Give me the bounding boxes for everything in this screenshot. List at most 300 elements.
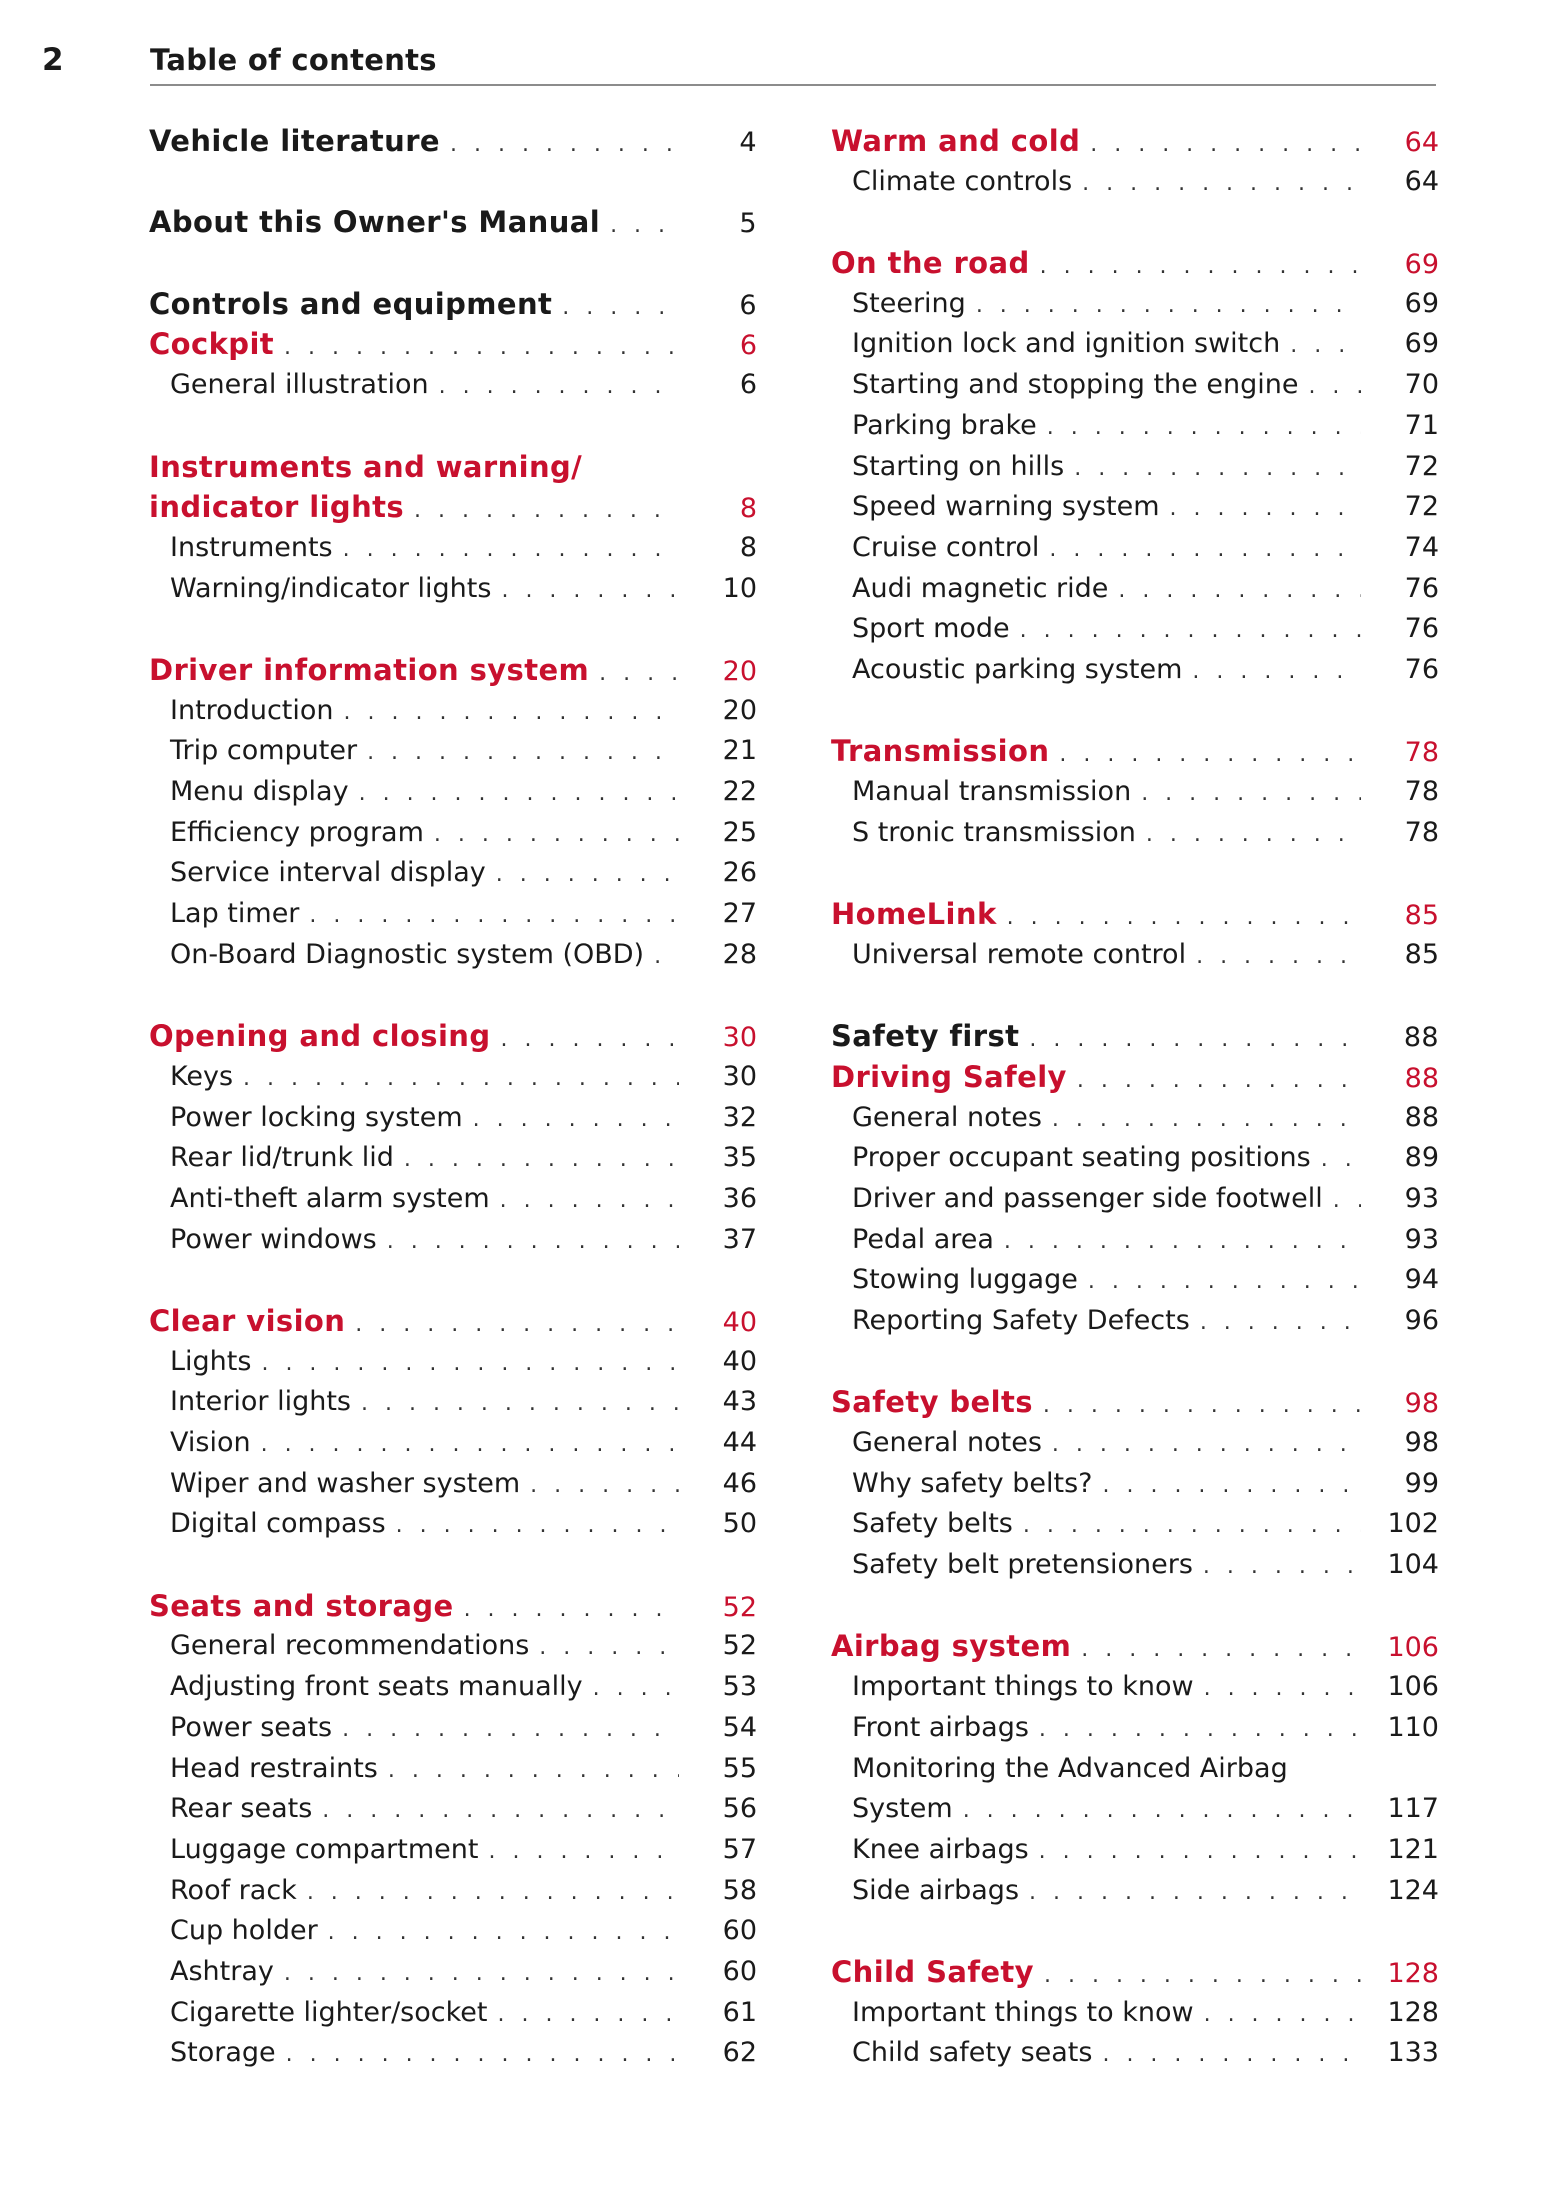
toc-entry-universal-remote-control[interactable]	[831, 935, 1439, 976]
toc-entry-page: 121	[1387, 1833, 1439, 1865]
toc-entry-title: Important things to know	[852, 1671, 1194, 1703]
toc-entry-page: 98	[1404, 1427, 1439, 1458]
toc-entry-driver-and-passenger-side-footwell[interactable]	[831, 1179, 1439, 1220]
toc-entry-page: 53	[722, 1671, 757, 1703]
toc-entry-title: Lights	[170, 1345, 252, 1377]
toc-entry-page: 124	[1387, 1874, 1439, 1906]
toc-entry-lap-timer[interactable]	[149, 894, 757, 935]
toc-entry-title: Efficiency program	[170, 816, 424, 848]
toc-entry-child-safety[interactable]	[831, 1952, 1439, 1993]
toc-entry-warm-and-cold[interactable]	[831, 121, 1439, 162]
toc-entry-title: Cruise control	[852, 531, 1040, 563]
toc-entry-title: Seats and storage	[149, 1588, 454, 1623]
toc-entry-sport-mode[interactable]	[831, 609, 1439, 650]
toc-entry-title: Lap timer	[170, 898, 300, 930]
toc-entry-trip-computer[interactable]	[149, 731, 757, 772]
dot-leader	[500, 1181, 679, 1222]
toc-entry-title: Pedal area	[852, 1223, 994, 1255]
toc-entry-title: General notes	[852, 1101, 1042, 1133]
dot-leader	[414, 491, 679, 532]
dot-leader	[450, 125, 679, 166]
toc-entry-page: 10	[722, 572, 757, 604]
toc-entry-important-things-to-know[interactable]	[831, 1993, 1439, 2034]
toc-entry-wiper-and-washer-system[interactable]	[149, 1464, 757, 1505]
dot-leader	[464, 1590, 679, 1631]
dot-leader	[367, 733, 679, 774]
toc-entry-acoustic-parking-system[interactable]	[831, 650, 1439, 691]
toc-entry-title: Stowing luggage	[852, 1264, 1078, 1296]
toc-entry-title: Safety belts	[831, 1385, 1033, 1420]
toc-entry-clear-vision[interactable]	[149, 1301, 757, 1342]
toc-entry-title: Vehicle literature	[149, 124, 440, 158]
toc-entry-parking-brake[interactable]	[831, 406, 1439, 447]
toc-entry-page: 35	[722, 1142, 757, 1174]
toc-entry-safety-belts[interactable]	[831, 1504, 1439, 1545]
dot-leader	[359, 774, 679, 815]
toc-entry-head-restraints[interactable]	[149, 1749, 757, 1790]
toc-entry-title: Power locking system	[170, 1101, 463, 1133]
dot-leader	[1088, 1262, 1361, 1303]
toc-entry-title: Monitoring the Advanced Airbag	[852, 1752, 1288, 1784]
dot-leader	[261, 1425, 679, 1466]
toc-entry-title: Parking brake	[852, 409, 1037, 441]
toc-entry-page: 6	[739, 369, 757, 401]
header-divider	[150, 84, 1436, 86]
toc-entry-safety-first[interactable]	[831, 1016, 1439, 1057]
toc-entry-page: 78	[1404, 737, 1439, 769]
toc-entry-menu-display[interactable]	[149, 772, 757, 813]
toc-entry-system[interactable]	[831, 1789, 1439, 1830]
toc-entry-page: 88	[1404, 1062, 1439, 1094]
dot-leader	[1204, 1995, 1361, 2036]
toc-entry-adjusting-front-seats-manually[interactable]	[149, 1667, 757, 1708]
toc-entry-title: Digital compass	[170, 1508, 386, 1540]
dot-leader	[501, 1020, 680, 1061]
toc-entry-page: 28	[722, 938, 757, 970]
toc-entry-ignition-lock-and-ignition-switch[interactable]	[831, 324, 1439, 365]
dot-leader	[1146, 815, 1361, 856]
toc-entry-title: Important things to know	[852, 1996, 1194, 2028]
toc-entry-title: Safety belt pretensioners	[852, 1549, 1193, 1581]
toc-entry-warning-indicator-lights[interactable]	[149, 569, 757, 610]
toc-entry-controls-and-equipment[interactable]	[149, 284, 757, 325]
toc-entry-title: Storage	[170, 2037, 276, 2069]
toc-entry-opening-and-closing[interactable]	[149, 1016, 757, 1057]
dot-leader	[261, 1344, 679, 1385]
toc-entry-page: 102	[1387, 1508, 1439, 1540]
dot-leader	[1029, 1873, 1361, 1914]
toc-entry-rear-lid-trunk-lid[interactable]	[149, 1138, 757, 1179]
toc-entry-page: 128	[1387, 1996, 1439, 2028]
toc-entry-steering[interactable]	[831, 284, 1439, 325]
dot-leader	[1082, 164, 1361, 205]
dot-leader	[286, 2035, 679, 2076]
dot-leader	[1203, 1547, 1361, 1588]
toc-entry-title: Knee airbags	[852, 1833, 1029, 1865]
toc-entry-title: Introduction	[170, 694, 334, 726]
toc-entry-page: 72	[1404, 450, 1439, 482]
toc-entry-page: 78	[1404, 776, 1439, 807]
dot-leader	[284, 1954, 679, 1995]
toc-entry-title: Warning/indicator lights	[170, 572, 492, 604]
toc-entry-title: Steering	[852, 287, 966, 319]
toc-entry-title: Child Safety	[831, 1954, 1034, 1989]
dot-leader	[342, 1710, 679, 1751]
toc-entry-title: Driver and passenger side footwell	[852, 1182, 1323, 1214]
toc-entry-cigarette-lighter-socket[interactable]	[149, 1993, 757, 2034]
toc-entry-page: 40	[722, 1345, 757, 1377]
toc-entry-page: 78	[1404, 816, 1439, 848]
dot-leader	[562, 288, 679, 329]
toc-entry-page: 6	[739, 289, 757, 321]
toc-entry-on-board-diagnostic-system-obd[interactable]	[149, 935, 757, 976]
toc-entry-general-notes[interactable]	[831, 1423, 1439, 1464]
toc-entry-title: Safety belts	[852, 1508, 1013, 1540]
dot-leader	[1023, 1506, 1361, 1547]
toc-entry-page: 62	[722, 2037, 757, 2069]
toc-entry-page: 93	[1404, 1182, 1439, 1214]
toc-entry-title: Instruments and warning/	[149, 449, 583, 484]
toc-entry-introduction[interactable]	[149, 691, 757, 732]
toc-entry-lights[interactable]	[149, 1342, 757, 1383]
toc-entry-page: 99	[1404, 1467, 1439, 1499]
toc-entry-page: 50	[722, 1508, 757, 1540]
dot-leader	[1308, 367, 1361, 408]
page-header	[0, 0, 1557, 90]
toc-entry-page: 106	[1387, 1632, 1439, 1664]
toc-entry-title: Instruments	[170, 531, 333, 563]
toc-entry-general-illustration[interactable]	[149, 365, 757, 406]
toc-entry-title: Menu display	[170, 776, 349, 807]
toc-entry-page: 69	[1404, 287, 1439, 319]
toc-entry-safety-belts[interactable]	[831, 1382, 1439, 1423]
toc-entry-title: Manual transmission	[852, 776, 1132, 807]
dot-leader	[1052, 1100, 1361, 1141]
toc-entry-page: 26	[722, 857, 757, 889]
toc-entry-title: Opening and closing	[149, 1019, 491, 1054]
toc-entry-page: 4	[739, 127, 757, 158]
toc-entry-audi-magnetic-ride[interactable]	[831, 569, 1439, 610]
toc-entry-page: 98	[1404, 1388, 1439, 1420]
toc-entry-starting-on-hills[interactable]	[831, 447, 1439, 488]
toc-entry-page: 70	[1404, 369, 1439, 401]
toc-entry-title: Interior lights	[170, 1386, 351, 1418]
dot-leader	[530, 1466, 679, 1507]
toc-entry-page: 64	[1404, 127, 1439, 158]
toc-entry-title: Airbag system	[831, 1629, 1072, 1664]
toc-entry-title: General recommendations	[170, 1630, 530, 1662]
toc-entry-page: 20	[722, 655, 757, 687]
toc-entry-power-seats[interactable]	[149, 1708, 757, 1749]
toc-entry-page: 30	[722, 1060, 757, 1092]
dot-leader	[496, 855, 679, 896]
toc-entry-page: 76	[1404, 653, 1439, 685]
dot-leader	[599, 654, 679, 695]
dot-leader	[361, 1384, 679, 1425]
toc-entry-page: 20	[722, 694, 757, 726]
toc-entry-important-things-to-know[interactable]	[831, 1667, 1439, 1708]
toc-entry-title: Starting and stopping the engine	[852, 369, 1299, 401]
toc-entry-s-tronic-transmission[interactable]	[831, 813, 1439, 854]
toc-entry-title: Controls and equipment	[149, 286, 553, 321]
toc-entry-page: 54	[722, 1711, 757, 1743]
toc-entry-vision[interactable]	[149, 1423, 757, 1464]
toc-entry-page: 44	[722, 1427, 757, 1458]
toc-entry-pedal-area[interactable]	[831, 1220, 1439, 1261]
toc-entry-title: Front airbags	[852, 1711, 1029, 1743]
dot-leader	[284, 328, 679, 369]
toc-entry-page: 96	[1404, 1304, 1439, 1336]
toc-entry-homelink[interactable]	[831, 894, 1439, 935]
toc-entry-page: 106	[1387, 1671, 1439, 1703]
page-number: 2	[42, 42, 64, 78]
toc-entry-front-airbags[interactable]	[831, 1708, 1439, 1749]
toc-entry-luggage-compartment[interactable]	[149, 1830, 757, 1871]
toc-entry-page: 52	[722, 1630, 757, 1662]
toc-entry-page: 104	[1387, 1549, 1439, 1581]
toc-entry-child-safety-seats[interactable]	[831, 2033, 1439, 2074]
toc-entry-page: 61	[722, 1996, 757, 2028]
toc-entry-page: 64	[1404, 165, 1439, 197]
dot-leader	[1141, 774, 1361, 815]
toc-entry-page: 27	[722, 898, 757, 930]
toc-entry-why-safety-belts[interactable]	[831, 1464, 1439, 1505]
dot-leader	[1333, 1181, 1361, 1222]
toc-entry-title: Driving Safely	[831, 1059, 1067, 1094]
dot-leader	[404, 1140, 679, 1181]
toc-entry-title: Transmission	[831, 734, 1050, 769]
dot-leader	[434, 815, 679, 856]
toc-entry-digital-compass[interactable]	[149, 1504, 757, 1545]
toc-entry-page: 128	[1387, 1957, 1439, 1989]
dot-leader	[1074, 449, 1361, 490]
dot-leader	[1204, 1669, 1361, 1710]
toc-entry-power-locking-system[interactable]	[149, 1098, 757, 1139]
dot-leader	[1044, 1956, 1361, 1997]
toc-entry-general-notes[interactable]	[831, 1098, 1439, 1139]
toc-entry-page: 69	[1404, 328, 1439, 360]
toc-entry-airbag-system[interactable]	[831, 1626, 1439, 1667]
toc-entry-anti-theft-alarm-system[interactable]	[149, 1179, 757, 1220]
toc-entry-driver-information-system[interactable]	[149, 650, 757, 691]
toc-entry-title: Driver information system	[149, 652, 590, 687]
dot-leader	[1081, 1630, 1361, 1671]
toc-entry-instruments[interactable]	[149, 528, 757, 569]
dot-leader	[344, 693, 679, 734]
dot-leader	[1004, 1222, 1361, 1263]
dot-leader	[501, 571, 679, 612]
toc-entry-title: Why safety belts?	[852, 1467, 1093, 1499]
toc-entry-title: Wiper and washer system	[170, 1467, 521, 1499]
dot-leader	[963, 1791, 1361, 1832]
toc-entry-page: 69	[1404, 249, 1439, 281]
toc-entry-title: Starting on hills	[852, 450, 1065, 482]
toc-entry-title: Side airbags	[852, 1874, 1020, 1906]
toc-entry-page: 93	[1404, 1223, 1439, 1255]
dot-leader	[1007, 898, 1361, 939]
toc-entry-efficiency-program[interactable]	[149, 813, 757, 854]
toc-entry-page: 5	[739, 208, 757, 240]
toc-entry-title: Cigarette lighter/socket	[170, 1996, 488, 2028]
toc-entry-about-this-owner-s-manual[interactable]	[149, 202, 757, 243]
toc-entry-title: Head restraints	[170, 1752, 378, 1784]
toc-entry-cruise-control[interactable]	[831, 528, 1439, 569]
dot-leader	[1077, 1061, 1361, 1102]
dot-leader	[328, 1913, 679, 1954]
dot-leader	[976, 286, 1361, 327]
toc-entry-title: Sport mode	[852, 613, 1010, 645]
toc-entry-page: 74	[1404, 531, 1439, 563]
toc-entry-title: Ignition lock and ignition switch	[852, 328, 1281, 360]
toc-entry-title: S tronic transmission	[852, 816, 1136, 848]
toc-entry-page: 133	[1387, 2037, 1439, 2069]
dot-leader	[1049, 530, 1361, 571]
toc-entry-page: 25	[722, 816, 757, 848]
toc-entry-power-windows[interactable]	[149, 1220, 757, 1261]
toc-entry-starting-and-stopping-the-engine[interactable]	[831, 365, 1439, 406]
toc-entry-transmission[interactable]	[831, 731, 1439, 772]
toc-entry-page: 60	[722, 1915, 757, 1947]
toc-entry-page: 37	[722, 1223, 757, 1255]
dot-leader	[473, 1100, 679, 1141]
page-title: Table of contents	[150, 43, 437, 77]
toc-entry-page: 40	[722, 1306, 757, 1338]
toc-entry-roof-rack[interactable]	[149, 1871, 757, 1912]
toc-entry-title: Reporting Safety Defects	[852, 1304, 1190, 1336]
toc-entry-title: On-Board Diagnostic system (OBD)	[170, 938, 645, 970]
toc-entry-title: HomeLink	[831, 897, 997, 932]
dot-leader	[307, 1873, 679, 1914]
toc-entry-title: Clear vision	[149, 1303, 346, 1338]
toc-entry-title: Cup holder	[170, 1915, 318, 1947]
dot-leader	[1200, 1303, 1361, 1344]
toc-entry-page: 55	[722, 1752, 757, 1784]
toc-entry-proper-occupant-seating-positions[interactable]	[831, 1138, 1439, 1179]
toc-entry-page: 21	[722, 735, 757, 767]
toc-entry-ashtray[interactable]	[149, 1952, 757, 1993]
toc-entry-title: indicator lights	[149, 490, 405, 525]
toc-entry-title: Acoustic parking system	[852, 653, 1183, 685]
dot-leader	[1090, 125, 1361, 166]
toc-entry-title: Proper occupant seating positions	[852, 1142, 1311, 1174]
toc-entry-cockpit[interactable]	[149, 324, 757, 365]
toc-entry-speed-warning-system[interactable]	[831, 487, 1439, 528]
toc-entry-page: 46	[722, 1467, 757, 1499]
toc-entry-title: Rear lid/trunk lid	[170, 1142, 394, 1174]
toc-entry-interior-lights[interactable]	[149, 1382, 757, 1423]
toc-entry-title: General notes	[852, 1427, 1042, 1458]
dot-leader	[593, 1669, 679, 1710]
toc-entry-storage[interactable]	[149, 2033, 757, 2074]
toc-entry-reporting-safety-defects[interactable]	[831, 1301, 1439, 1342]
toc-entry-side-airbags[interactable]	[831, 1871, 1439, 1912]
dot-leader	[388, 1751, 679, 1792]
toc-entry-page: 117	[1387, 1793, 1439, 1825]
dot-leader	[355, 1305, 679, 1346]
toc-entry-rear-seats[interactable]	[149, 1789, 757, 1830]
dot-leader	[322, 1791, 679, 1832]
toc-entry-title: Service interval display	[170, 857, 486, 889]
dot-leader	[610, 206, 679, 247]
dot-leader	[1102, 2035, 1361, 2076]
toc-entry-title: Cockpit	[149, 327, 275, 362]
toc-entry-climate-controls[interactable]	[831, 162, 1439, 203]
toc-entry-page: 52	[722, 1591, 757, 1623]
toc-entry-manual-transmission[interactable]	[831, 772, 1439, 813]
toc-entry-keys[interactable]	[149, 1057, 757, 1098]
toc-entry-driving-safely[interactable]	[831, 1057, 1439, 1098]
dot-leader	[1039, 1832, 1361, 1873]
toc-entry-page: 43	[722, 1386, 757, 1418]
toc-entry-title: Safety first	[831, 1019, 1020, 1054]
dot-leader	[439, 367, 679, 408]
toc-entry-page: 56	[722, 1793, 757, 1825]
dot-leader	[243, 1059, 679, 1100]
toc-entry-cup-holder[interactable]	[149, 1911, 757, 1952]
toc-entry-stowing-luggage[interactable]	[831, 1260, 1439, 1301]
toc-entry-monitoring-the-advanced-airbag[interactable]	[831, 1749, 1439, 1790]
dot-leader	[1118, 571, 1361, 612]
toc-entry-title: On the road	[831, 246, 1030, 281]
toc-entry-knee-airbags[interactable]	[831, 1830, 1439, 1871]
toc-entry-title: Climate controls	[852, 165, 1073, 197]
toc-entry-title: About this Owner's Manual	[149, 205, 601, 240]
toc-entry-page: 76	[1404, 613, 1439, 645]
dot-leader	[343, 530, 679, 571]
toc-entry-title: Roof rack	[170, 1874, 297, 1906]
toc-entry-title: Luggage compartment	[170, 1833, 479, 1865]
toc-entry-seats-and-storage[interactable]	[149, 1586, 757, 1627]
toc-entry-title: Ashtray	[170, 1955, 274, 1987]
toc-entry-title: Audi magnetic ride	[852, 572, 1109, 604]
toc-entry-page: 71	[1404, 409, 1439, 441]
dot-leader	[1290, 326, 1361, 367]
dot-leader	[1059, 735, 1361, 776]
toc-entry-instruments-and-warning[interactable]	[149, 447, 757, 488]
toc-entry-page: 57	[722, 1833, 757, 1865]
dot-leader	[387, 1222, 679, 1263]
toc-entry-safety-belt-pretensioners[interactable]	[831, 1545, 1439, 1586]
toc-right-column	[831, 121, 1439, 2074]
toc-entry-service-interval-display[interactable]	[149, 853, 757, 894]
toc-entry-on-the-road[interactable]	[831, 243, 1439, 284]
toc-entry-title: Rear seats	[170, 1793, 313, 1825]
toc-entry-title: General illustration	[170, 369, 429, 401]
dot-leader	[654, 937, 679, 978]
dot-leader	[1029, 1020, 1361, 1061]
toc-entry-title: Trip computer	[170, 735, 358, 767]
toc-entry-page: 30	[722, 1022, 757, 1054]
toc-entry-title: Universal remote control	[852, 938, 1187, 970]
toc-entry-title: System	[852, 1793, 953, 1825]
toc-entry-page: 85	[1404, 938, 1439, 970]
dot-leader	[1043, 1386, 1361, 1427]
toc-entry-indicator-lights[interactable]	[149, 487, 757, 528]
toc-entry-title: Warm and cold	[831, 124, 1081, 158]
toc-left-column	[149, 121, 757, 2074]
dot-leader	[1020, 611, 1361, 652]
toc-entry-title: Anti-theft alarm system	[170, 1182, 490, 1214]
dot-leader	[1102, 1466, 1361, 1507]
toc-entry-page: 32	[722, 1101, 757, 1133]
toc-entry-vehicle-literature[interactable]	[149, 121, 757, 162]
dot-leader	[1047, 408, 1361, 449]
toc-entry-general-recommendations[interactable]	[149, 1626, 757, 1667]
toc-entry-page: 36	[722, 1182, 757, 1214]
dot-leader	[1196, 937, 1361, 978]
toc-entry-page: 88	[1404, 1101, 1439, 1133]
toc-entry-page: 110	[1387, 1711, 1439, 1743]
